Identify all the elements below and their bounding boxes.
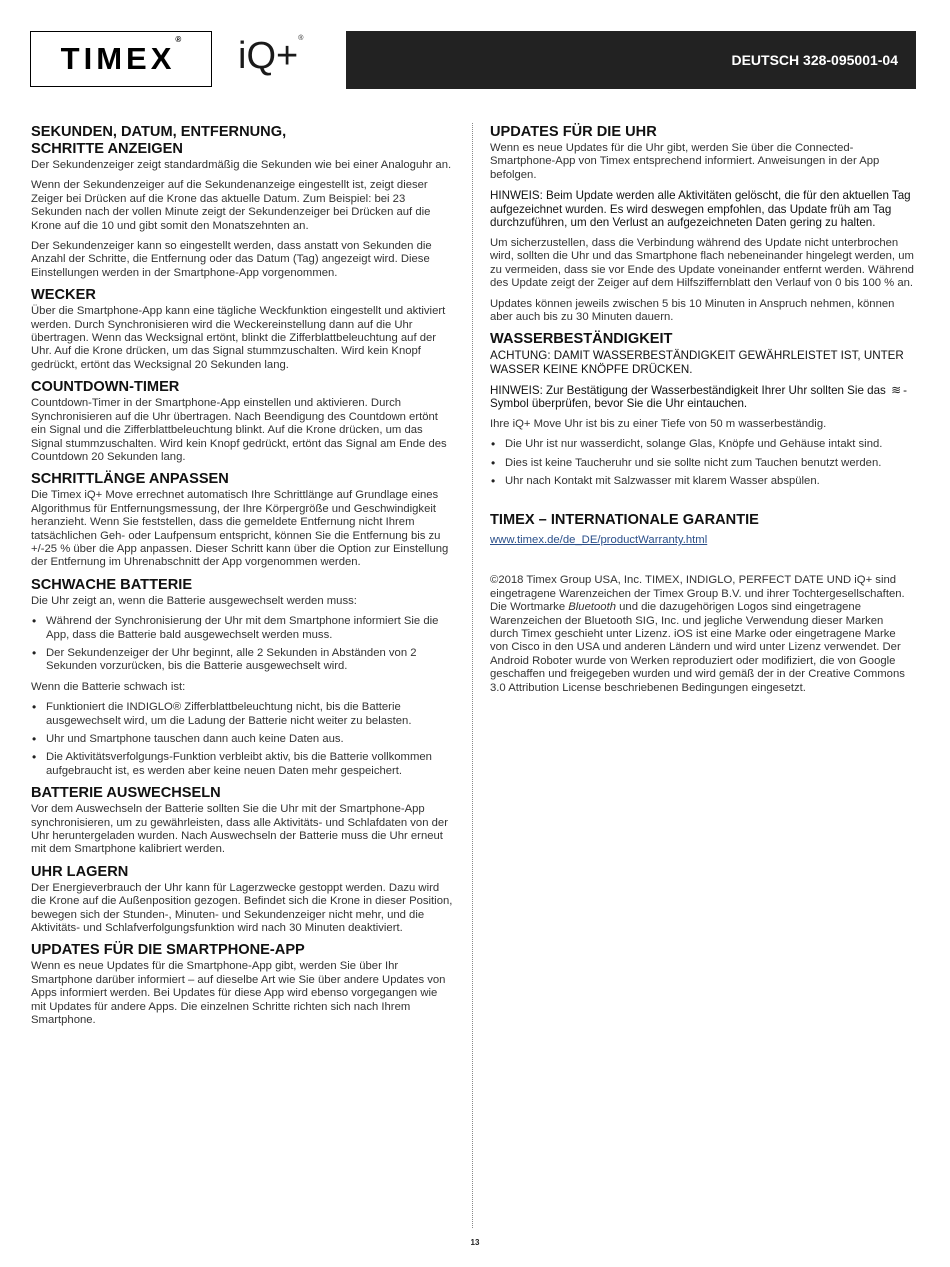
section-title: UPDATES FÜR DIE UHR	[490, 124, 657, 140]
paragraph: Wenn die Batterie schwach ist:	[31, 680, 186, 693]
bullet-list	[490, 438, 914, 488]
note: HINWEIS: Zur Bestätigung der Wasserbeständigkeit Ihrer Uhr sollten Sie das ≋ -Symbol überprüfen, bevor Sie die Uhr eintauchen.	[490, 382, 908, 411]
section-countdown	[31, 379, 455, 464]
section-title: COUNTDOWN-TIMER	[31, 379, 180, 396]
paragraph: Wenn der Sekundenzeiger auf die Sekundenanzeige eingestellt ist, zeigt dieser Zeiger bei Drücken auf die Krone das aktuelle Datum. Zum Beispiel: bei 23 Sekunden nach der vollen Minute zeigt der Sekundenzeiger bei Drücken auf die Krone auf die 10 und gibt somit den Monatszehnten an.	[31, 179, 431, 232]
paragraph: Updates können jeweils zwischen 5 bis 10 Minuten in Anspruch nehmen, können aber auch bis zu 30 Minuten dauern.	[490, 297, 895, 324]
bullet-list	[31, 701, 455, 778]
column-divider	[472, 123, 473, 1228]
paragraph: Über die Smartphone-App kann eine tägliche Weckfunktion eingestellt und aktiviert werden. Durch Synchronisieren wird die Weckereinstellung dann auf die Uhr übertragen. Wenn das Wecksignal ertönt, blinkt die Zifferblattbeleuchtung auf der Uhr. Auf die Krone drücken, um das Signal stummzuschalten. Wird kein Knopf gedrückt, ertönt das Wecksignal 20 Sekunden lang.	[31, 305, 446, 371]
section-app-updates	[31, 942, 455, 1027]
warranty-link[interactable]: www.timex.de/de_DE/productWarranty.html	[490, 534, 708, 547]
page-number: 13	[470, 1238, 480, 1247]
section-low-battery	[31, 577, 455, 778]
section-title: UPDATES FÜR DIE SMARTPHONE-APP	[31, 942, 305, 959]
paragraph: Vor dem Auswechseln der Batterie sollten Sie die Uhr mit der Smartphone-App synchronisieren, um zu gewährleisten, dass alle Aktivitäts- und Schlafdaten von der Uhr heruntergeladen wurden. Nach Auswechseln der Batterie muss die Uhr erneut mit dem Smartphone kalibriert werden.	[31, 803, 448, 856]
note: HINWEIS: Beim Update werden alle Aktivitäten gelöscht, die für den aktuellen Tag aufgezeichnet wurden. Es wird deswegen empfohlen, das Update früh am Tag durchzuführen, um den Verlust an aufgezeichneten Daten gering zu halten.	[490, 189, 911, 230]
water-wave-icon: ≋	[891, 382, 902, 397]
section-alarm	[31, 287, 455, 372]
right-column	[490, 124, 914, 702]
bullet-list	[31, 615, 455, 674]
paragraph: Wenn es neue Updates für die Smartphone-App gibt, werden Sie über Ihr Smartphone darüber informiert – auf dieselbe Art wie Sie über andere Updates von Apps informiert werden. Bei Updates für diese App wird ebenso vorgegangen wie mit Updates für andere Apps. Die einzelnen Schritte richten sich nach Ihrem Smartphone.	[31, 960, 446, 1027]
left-column	[31, 124, 455, 1035]
list-item: • Die Uhr ist nur wasserdicht, solange Glas, Knöpfe und Gehäuse intakt sind.	[490, 438, 914, 451]
warning: ACHTUNG: DAMIT WASSERBESTÄNDIGKEIT GEWÄHRLEISTET IST, UNTER WASSER KEINE KNÖPFE DRÜCKEN.	[490, 349, 904, 377]
section-title: SCHWACHE BATTERIE	[31, 576, 193, 593]
section-title: WASSERBESTÄNDIGKEIT	[490, 331, 673, 348]
paragraph: Die Uhr zeigt an, wenn die Batterie ausgewechselt werden muss:	[31, 594, 357, 607]
paragraph: Um sicherzustellen, dass die Verbindung während des Update nicht unterbrochen wird, sollten die Uhr und das Smartphone flach nebeneinander hingelegt werden, um zu vermeiden, dass sie vor Ende des Update voneinander entfernt werden. Während des Update zeigt der Zeiger auf dem Hilfsziffernblatt den Verlauf von 0 bis 100 % an.	[490, 237, 914, 290]
list-item: • Uhr nach Kontakt mit Salzwasser mit klarem Wasser abspülen.	[490, 475, 914, 488]
list-item: • Funktioniert die INDIGLO® Zifferblattbeleuchtung nicht, bis die Batterie ausgewechselt wird, um die Ladung der Batterie nicht weiter zu belasten.	[31, 701, 455, 728]
section-water-resistance	[490, 331, 914, 488]
paragraph: Der Sekundenzeiger kann so eingestellt werden, dass anstatt von Sekunden die Anzahl der Schritte, die Entfernung oder das Datum (Tag) angezeigt wird. Diese Einstellungen werden in der Smartphone-App vorgenommen.	[31, 240, 432, 279]
iq-plus-logo: iQ+®	[238, 35, 304, 77]
section-title: SCHRITTLÄNGE ANPASSEN	[31, 471, 229, 488]
section-title: WECKER	[31, 287, 96, 304]
paragraph: Die Timex iQ+ Move errechnet automatisch Ihre Schrittlänge auf Grundlage eines Algorithmus für Entfernungsmessung, der Ihre Körpergröße und Geschwindigkeit heranzieht. Wenn Sie feststellen, dass die gemeldete Entfernung nicht Ihrem tatsächlichen Geh- oder Laufpensum entspricht, können Sie die Entfernung bis zu +/-25 % über die App anpassen. Dieser Schritt kann über die Option zur Einstellung der Entfernung im Uhrenabschnitt der App vorgenommen werden.	[31, 489, 449, 569]
section-display	[31, 124, 455, 280]
legal-notice: ©2018 Timex Group USA, Inc. TIMEX, INDIGLO, PERFECT DATE UND iQ+ sind eingetragene Warenzeichen der Timex Group B.V. und ihrer Tochtergesellschaften. Die Wortmarke Bluetooth und die dazugehörigen Logos sind eingetragene Warenzeichen der Bluetooth SIG, Inc. und jegliche Verwendung dieser Marken durch Timex geschieht unter Lizenz. iOS ist eine Marke oder eingetragene Marke von Cisco in den USA und anderen Ländern und wird unter Lizenz verwendet. Der Android Roboter wurde von Werken reproduziert oder modifiziert, die von Google geschaffen und freigegeben wurden und wird gemäß der in der Creative Commons 3.0 Attribution License beschriebenen Bedingungen eingesetzt.	[490, 574, 905, 694]
language-code: DEUTSCH 328-095001-04	[731, 52, 898, 68]
paragraph: Ihre iQ+ Move Uhr ist bis zu einer Tiefe von 50 m wasserbeständig.	[490, 417, 827, 430]
section-title: TIMEX – INTERNATIONALE GARANTIE	[490, 512, 759, 529]
paragraph: Countdown-Timer in der Smartphone-App einstellen und aktivieren. Durch Synchronisieren auf die Uhr übertragen. Nach Beendigung des Countdown ertönt ein Signal und die Zifferblattbeleuchtung blinkt. Auf die Krone drücken, um das Signal stummzuschalten. Wird kein Knopf gedrückt, ertönt das Signal am Ende des Countdown 20 Sekunden lang.	[31, 397, 447, 463]
paragraph: Der Sekundenzeiger zeigt standardmäßig die Sekunden wie bei einer Analoguhr an.	[31, 159, 452, 171]
section-battery-replace	[31, 785, 455, 857]
section-storage	[31, 864, 455, 936]
list-item: • Dies ist keine Taucheruhr und sie sollte nicht zum Tauchen benutzt werden.	[490, 457, 914, 470]
list-item: • Uhr und Smartphone tauschen dann auch keine Daten aus.	[31, 733, 455, 746]
section-title: BATTERIE AUSWECHSELN	[31, 785, 221, 802]
list-item: • Die Aktivitätsverfolgungs-Funktion verbleibt aktiv, bis die Batterie vollkommen aufgebraucht ist, es werden aber keine neuen Daten mehr gespeichert.	[31, 751, 455, 778]
section-watch-updates	[490, 124, 914, 324]
page-header	[30, 31, 916, 89]
section-title: SEKUNDEN, DATUM, ENTFERNUNG, SCHRITTE ANZEIGEN	[31, 124, 287, 157]
section-title: UHR LAGERN	[31, 863, 129, 880]
section-stride	[31, 471, 455, 569]
paragraph: Wenn es neue Updates für die Uhr gibt, werden Sie über die Connected-Smartphone-App von Timex entsprechend informiert. Anweisungen in der App befolgen.	[490, 142, 880, 181]
language-banner	[346, 31, 916, 89]
timex-logo	[30, 31, 212, 87]
list-item: • Der Sekundenzeiger der Uhr beginnt, alle 2 Sekunden in Abständen von 2 Sekunden vorzurücken, bis die Batterie ausgewechselt wird.	[31, 647, 455, 674]
paragraph: Der Energieverbrauch der Uhr kann für Lagerzwecke gestoppt werden. Dazu wird die Krone auf die Außenposition gezogen. Befindet sich die Krone in dieser Position, bewegen sich der Stunden-, Minuten- und Sekundenzeiger nicht mehr, und die Aktivitäts- und Schlafverfolgungsfunktion wird nach 30 Minuten deaktiviert.	[31, 881, 453, 935]
list-item: • Während der Synchronisierung der Uhr mit dem Smartphone informiert Sie die App, dass die Batterie bald ausgewechselt werden muss.	[31, 615, 455, 642]
brand-name: TIMEX®	[60, 35, 182, 76]
section-warranty	[490, 512, 914, 548]
